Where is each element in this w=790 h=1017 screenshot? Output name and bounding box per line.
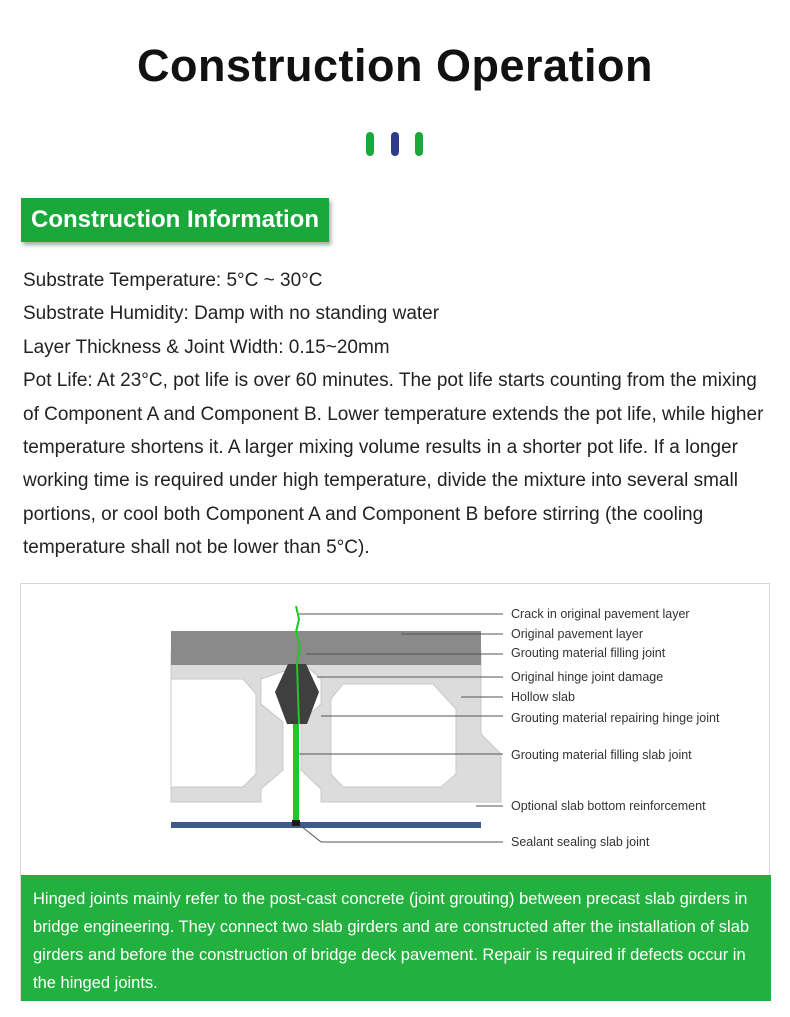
label-hinge-damage: Original hinge joint damage: [511, 670, 664, 684]
slab-void: [331, 684, 456, 787]
label-sealant: Sealant sealing slab joint: [511, 835, 650, 849]
label-repairing-hinge: Grouting material repairing hinge joint: [511, 711, 720, 725]
label-filling-joint: Grouting material filling joint: [511, 646, 666, 660]
substrate-temperature: Substrate Temperature: 5°C ~ 30°C: [23, 270, 323, 291]
diagram-svg: [21, 584, 769, 874]
green-dot-icon: [366, 132, 374, 156]
page-title: Construction Operation: [137, 40, 653, 91]
section-heading-badge: Construction Information: [21, 198, 329, 242]
substrate-humidity: Substrate Humidity: Damp with no standing water: [23, 303, 440, 325]
slab-void: [171, 679, 256, 787]
green-dot-icon: [415, 132, 423, 156]
pavement-layer: [171, 631, 481, 665]
sealant-slab-joint: [292, 820, 300, 826]
label-hollow-slab: Hollow slab: [511, 690, 575, 704]
label-pavement: Original pavement layer: [511, 627, 644, 641]
navy-dot-icon: [391, 132, 399, 156]
decorative-dots: [366, 132, 426, 156]
label-filling-slab-joint: Grouting material filling slab joint: [511, 748, 692, 762]
label-crack: Crack in original pavement layer: [511, 607, 690, 621]
layer-thickness: Layer Thickness & Joint Width: 0.15~20mm: [23, 336, 390, 358]
label-bottom-reinforcement: Optional slab bottom reinforcement: [511, 799, 706, 813]
pot-life: Pot Life: At 23°C, pot life is over 60 minutes. The pot life starts counting from the mixing of Component A and Component B. Lower temperature extends the pot life, while higher temperature shortens it. A larger mixing volume results in a shorter pot life. If a longer working time is required under high temperature, divide the mixture into several small portions, or cool both Component A and Component B before stirring (the cooling temperature shall not be lower than 5°C).: [23, 370, 764, 559]
grouting-slab-joint: [293, 724, 299, 820]
bottom-reinforcement: [171, 822, 481, 828]
hinged-joint-caption: Hinged joints mainly refer to the post-cast concrete (joint grouting) between precast slab girders in bridge engineering. They connect two slab girders and are constructed after the installation of slab girders and before the construction of bridge deck pavement. Repair is required if defects occur in the hinged joints.: [21, 875, 771, 1001]
construction-info-text: [23, 264, 773, 565]
